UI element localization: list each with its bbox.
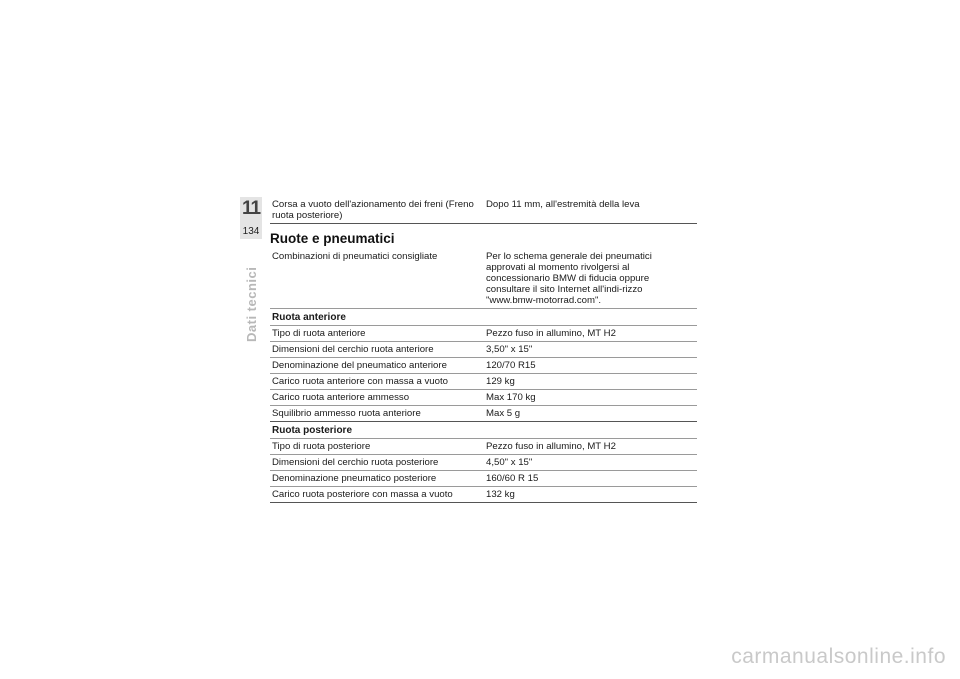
row-value: Per lo schema generale dei pneumatici approvati al momento rivolgersi al concessionario BMW di fiducia oppure consultare il sito Internet all'indi-rizzo "www.bmw-motorrad.com". [486,251,652,306]
row-value: Max 5 g [486,408,521,419]
front-wheel-table [270,326,697,422]
chapter-side-title: Dati tecnici [244,266,259,342]
combination-row [270,249,697,309]
watermark: carmanualsonline.info [731,645,946,668]
brake-row [270,197,697,224]
row-label: Combinazioni di pneumatici consigliate [272,251,438,262]
front-wheel-title: Ruota anteriore [270,309,697,326]
row-value: Max 170 kg [486,392,536,403]
rear-wheel-title: Ruota posteriore [270,422,697,439]
page-number: 134 [242,226,260,237]
table-row [270,390,697,406]
row-label: Dimensioni del cerchio ruota anteriore [272,344,434,355]
section-title: Ruote e pneumatici [270,231,395,246]
row-value: 132 kg [486,489,515,500]
table-row [270,374,697,390]
row-label: Carico ruota posteriore con massa a vuoto [272,489,453,500]
row-label: Corsa a vuoto dell'azionamento dei freni (Freno ruota posteriore) [272,199,474,221]
row-label: Carico ruota anteriore ammesso [272,392,410,403]
row-label: Denominazione del pneumatico anteriore [272,360,447,371]
row-label: Denominazione pneumatico posteriore [272,473,437,484]
table-row [270,439,697,455]
spec-content [270,197,697,503]
row-value: Pezzo fuso in allumino, MT H2 [486,328,616,339]
rear-wheel-table [270,439,697,503]
row-value: 160/60 R 15 [486,473,539,484]
table-row [270,326,697,342]
table-row [270,358,697,374]
row-label: Dimensioni del cerchio ruota posteriore [272,457,439,468]
table-row [270,455,697,471]
row-value: Pezzo fuso in allumino, MT H2 [486,441,616,452]
row-value: 129 kg [486,376,515,387]
row-label: Tipo di ruota posteriore [272,441,371,452]
row-label: Tipo di ruota anteriore [272,328,366,339]
row-value: 3,50" x 15" [486,344,533,355]
row-value: Dopo 11 mm, all'estremità della leva [486,199,640,210]
table-row [270,342,697,358]
table-row [270,471,697,487]
row-label: Squilibrio ammesso ruota anteriore [272,408,421,419]
chapter-number: 11 [241,198,261,219]
row-value: 120/70 R15 [486,360,536,371]
table-row [270,406,697,422]
row-label: Carico ruota anteriore con massa a vuoto [272,376,448,387]
table-row [270,487,697,503]
row-value: 4,50" x 15" [486,457,533,468]
